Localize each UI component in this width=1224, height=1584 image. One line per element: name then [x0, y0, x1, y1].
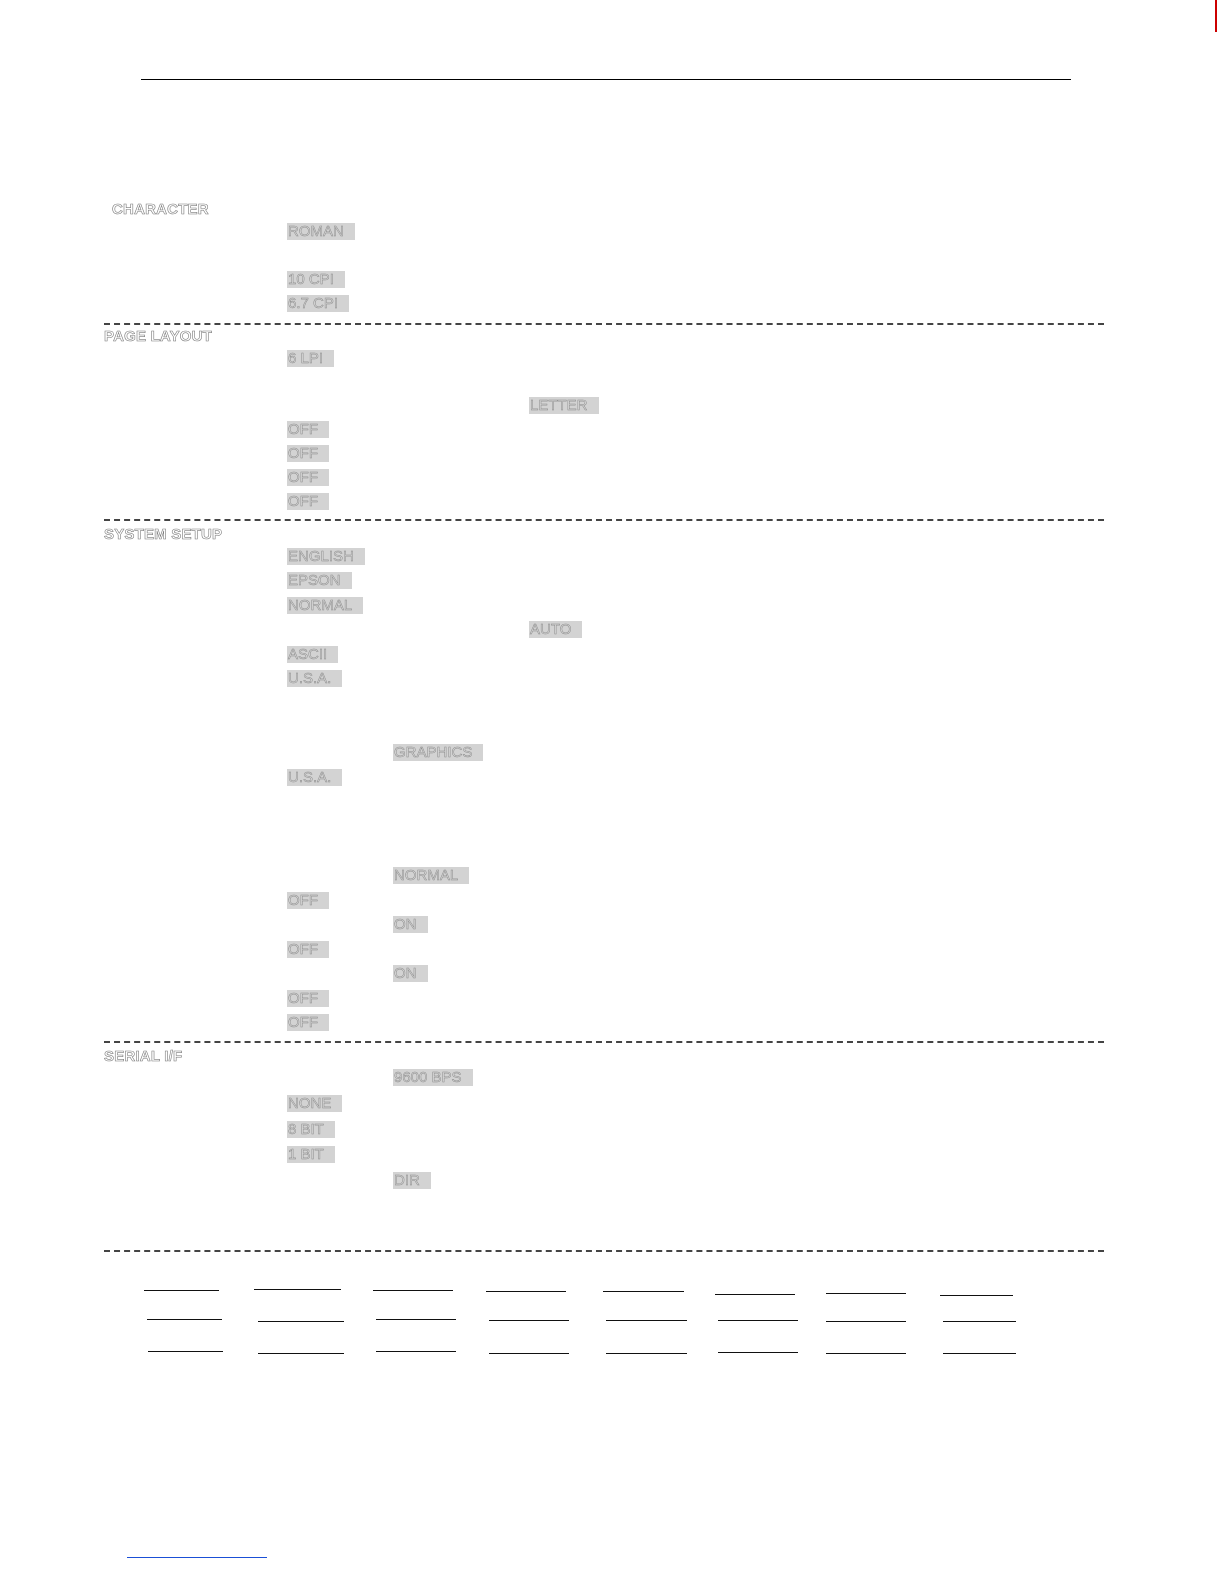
section-title-page-layout: PAGE LAYOUT [104, 328, 213, 345]
section-divider [104, 519, 1104, 521]
header-rule [141, 79, 1071, 80]
value-data-bits: 8 BIT [287, 1121, 335, 1138]
value-zero-slash: OFF [287, 493, 329, 510]
value-protocol: DIR [393, 1172, 431, 1189]
value-font: ROMAN [287, 223, 355, 240]
value-intl-charset: U.S.A. [287, 670, 342, 687]
blank-line [376, 1319, 456, 1320]
blank-line [943, 1353, 1016, 1354]
value-option-2: ON [393, 916, 428, 933]
value-option-3: OFF [287, 941, 329, 958]
value-option-5: OFF [287, 990, 329, 1007]
blank-line [826, 1321, 906, 1322]
value-condensed-pitch: 6.7 CPI [287, 295, 349, 312]
blank-line [826, 1293, 906, 1294]
value-option-6: OFF [287, 1014, 329, 1031]
edge-marker [1215, 0, 1217, 32]
blank-line [373, 1290, 453, 1291]
blank-line [148, 1351, 223, 1352]
blank-line [715, 1294, 795, 1295]
blank-line [603, 1291, 684, 1292]
blank-line [258, 1353, 344, 1354]
blank-line [254, 1289, 341, 1290]
blank-line [943, 1321, 1016, 1322]
value-emulation: EPSON [287, 572, 352, 589]
section-divider [104, 1250, 1104, 1252]
blank-line [489, 1353, 569, 1354]
blank-line [606, 1320, 687, 1321]
footer-link-underline [127, 1557, 267, 1558]
value-code-page: U.S.A. [287, 769, 342, 786]
value-auto-lf: OFF [287, 469, 329, 486]
blank-line [606, 1353, 687, 1354]
value-graphics: GRAPHICS [393, 744, 483, 761]
section-divider [104, 323, 1104, 325]
blank-line [144, 1290, 219, 1291]
blank-line [940, 1295, 1013, 1296]
blank-line [486, 1291, 566, 1292]
value-form-length: LETTER [529, 397, 599, 414]
value-line-spacing: 6 LPI [287, 350, 334, 367]
blank-line [826, 1353, 906, 1354]
section-title-character: CHARACTER [112, 201, 209, 218]
value-baud-rate: 9600 BPS [393, 1069, 473, 1086]
value-char-table: ASCII [287, 646, 338, 663]
value-option-4: ON [393, 965, 428, 982]
section-title-serial-if: SERIAL I/F [104, 1048, 183, 1065]
value-skip-perforation: OFF [287, 421, 329, 438]
section-title-system-setup: SYSTEM SETUP [104, 526, 223, 543]
value-parity: NONE [287, 1095, 342, 1112]
section-divider [104, 1041, 1104, 1043]
value-auto-cr: OFF [287, 445, 329, 462]
value-stop-bits: 1 BIT [287, 1146, 335, 1163]
blank-line [376, 1351, 456, 1352]
blank-line [147, 1319, 222, 1320]
value-print-mode: NORMAL [287, 597, 363, 614]
value-pitch: 10 CPI [287, 271, 345, 288]
value-option-1: OFF [287, 892, 329, 909]
blank-line [258, 1321, 344, 1322]
value-paper-load: AUTO [529, 621, 582, 638]
value-print-direction: NORMAL [393, 867, 469, 884]
blank-line [718, 1320, 798, 1321]
value-language: ENGLISH [287, 548, 365, 565]
blank-line [489, 1320, 569, 1321]
blank-line [718, 1352, 798, 1353]
